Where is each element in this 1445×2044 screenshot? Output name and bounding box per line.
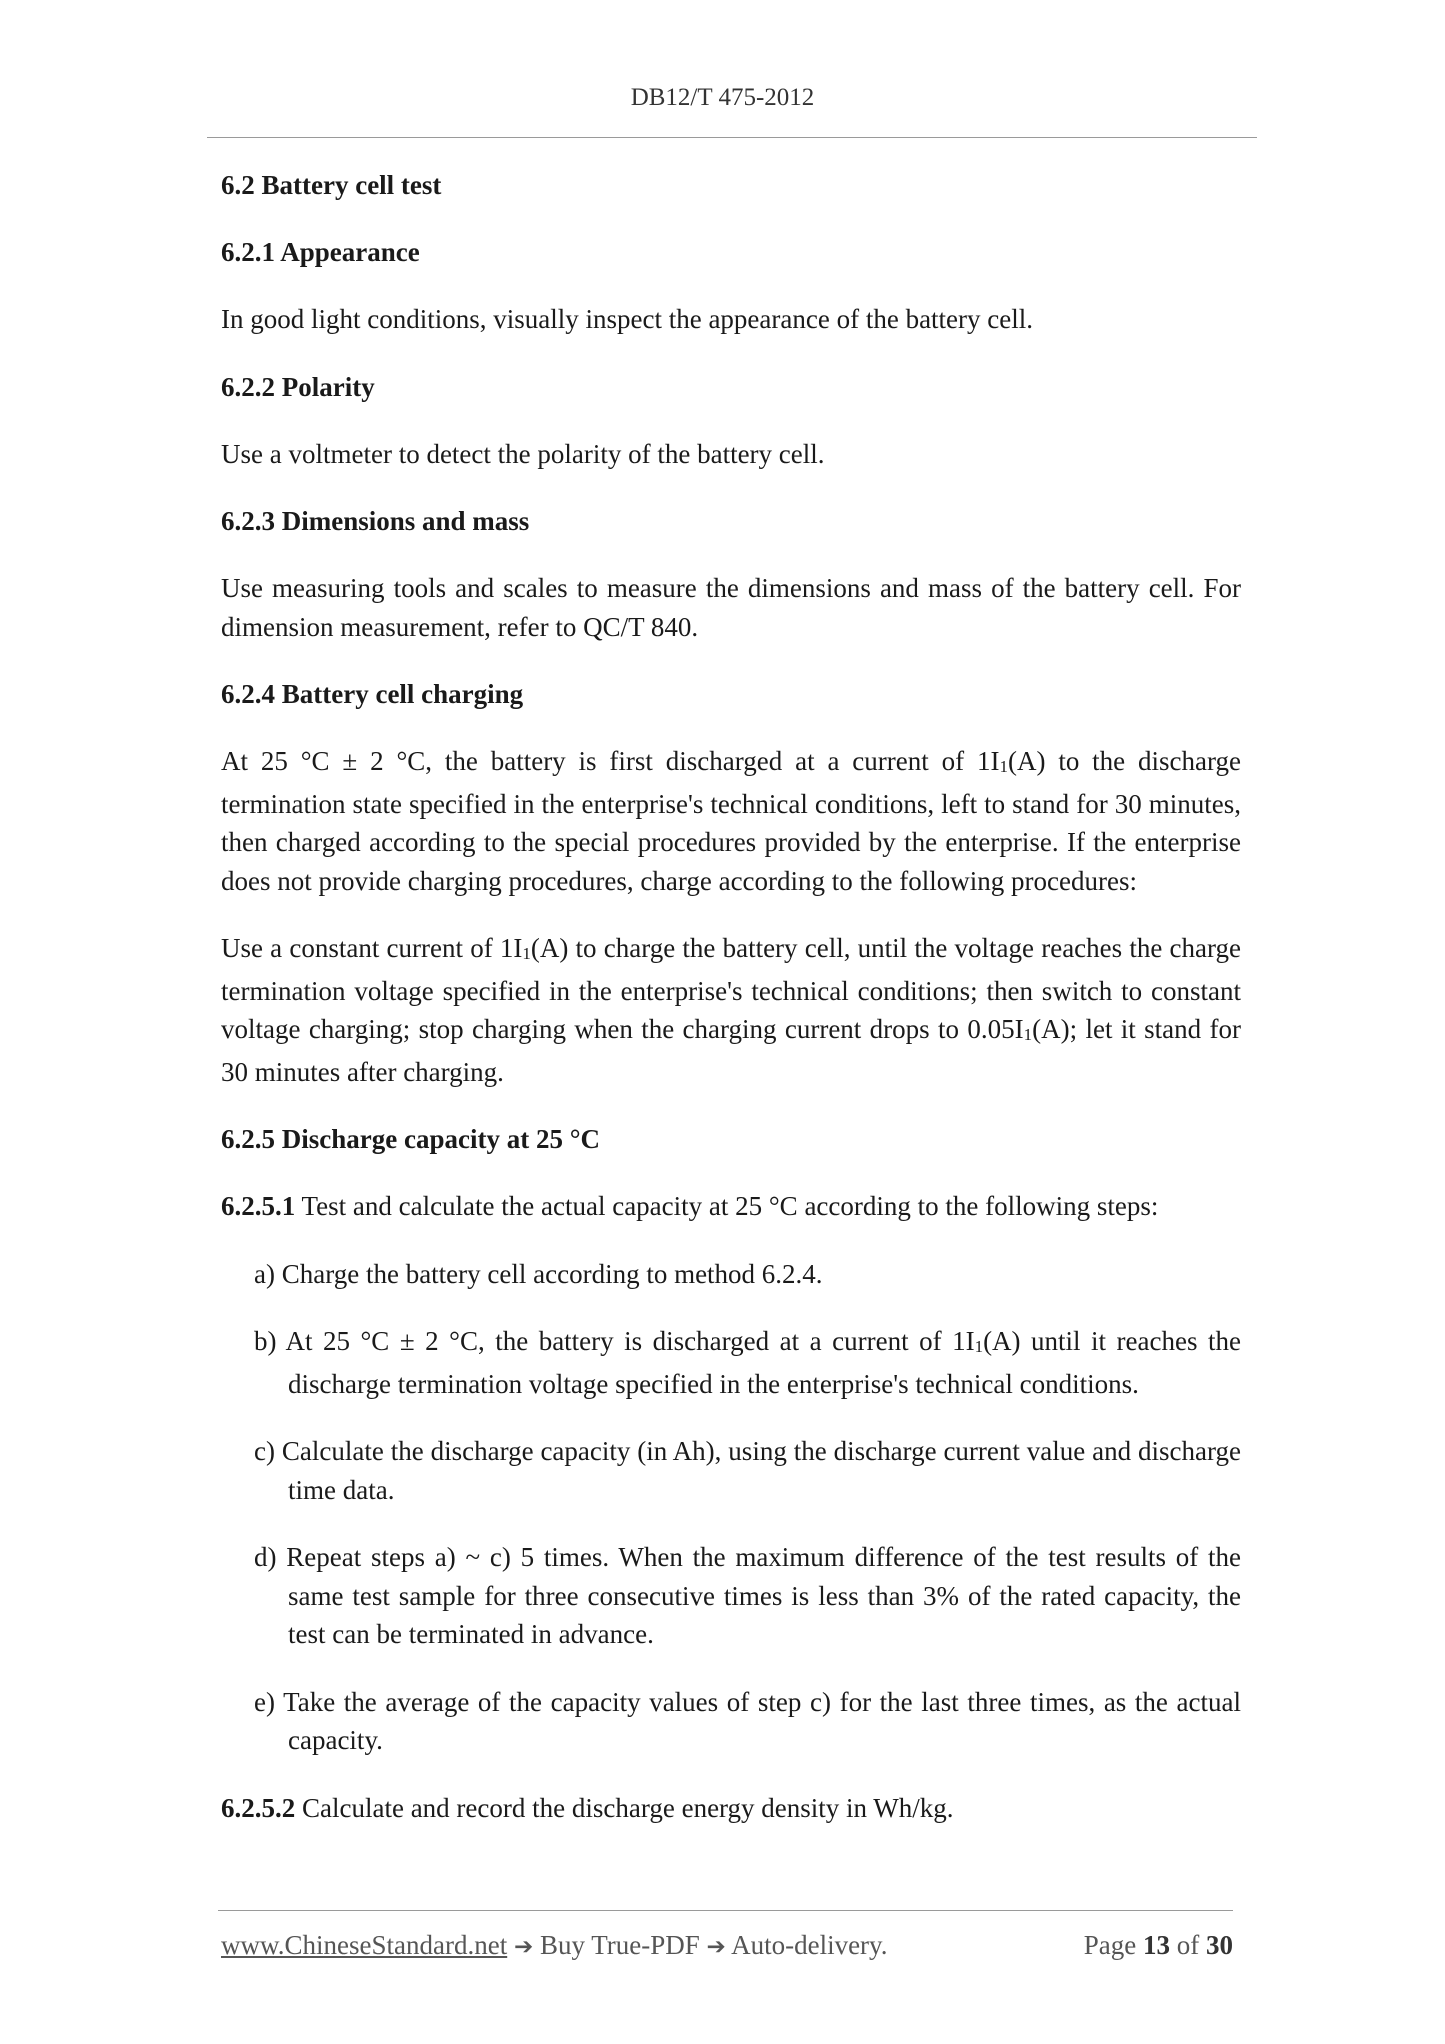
text-run: Use a constant current of 1I <box>221 933 523 963</box>
paragraph-charging-2 <box>221 929 1241 1091</box>
paragraph-dimensions: Use measuring tools and scales to measure the dimensions and mass of the battery cell. For dimension measurement, refer to QC/T 840. <box>221 573 1241 642</box>
page-number: 13 <box>1143 1930 1170 1960</box>
text-run: Calculate and record the discharge energy density in Wh/kg. <box>295 1792 954 1823</box>
paragraph-appearance: In good light conditions, visually inspect the appearance of the battery cell. <box>221 304 1034 334</box>
list-item-a: a) Charge the battery cell according to method 6.2.4. <box>254 1258 823 1289</box>
footer-divider <box>218 1910 1233 1911</box>
header-divider <box>207 137 1257 138</box>
list-item-c: c) Calculate the discharge capacity (in Ah), using the discharge current value and discharge time data. <box>254 1436 1241 1505</box>
subscript: 1 <box>974 1337 984 1356</box>
page-content <box>221 166 1241 1856</box>
section-title-6-2-5: 6.2.5 Discharge capacity at 25 °C <box>221 1124 600 1154</box>
subscript: 1 <box>522 944 531 963</box>
paragraph-charging-1 <box>221 742 1241 900</box>
subscript: 1 <box>999 757 1008 776</box>
list-item-e: e) Take the average of the capacity values of step c) for the last three times, as the actual capacity. <box>254 1686 1241 1755</box>
arrow-right-icon: ➔ <box>706 1934 726 1960</box>
paragraph-polarity: Use a voltmeter to detect the polarity of the battery cell. <box>221 438 825 469</box>
site-link[interactable]: www.ChineseStandard.net <box>221 1930 508 1960</box>
paragraph-6-2-5-2 <box>221 1789 1241 1828</box>
clause-number: 6.2.5.2 <box>221 1792 296 1823</box>
page-indicator <box>1084 1930 1233 1961</box>
list-item-b <box>254 1322 1241 1403</box>
text-run: (A); let it stand for 30 minutes after charging. <box>221 1014 1241 1087</box>
paragraph-6-2-5-1 <box>221 1187 1241 1226</box>
text-run: At 25 °C ± 2 °C, the battery is first discharged at a current of 1I <box>221 746 1000 776</box>
section-title-6-2-4: 6.2.4 Battery cell charging <box>221 679 524 709</box>
text-run: (A) to the discharge termination state specified in the enterprise's technical conditions, left to stand for 30 minutes, then charged according to the special procedures provided by the enterprise. If the enterprise does not provide charging procedures, charge according to the following procedures: <box>221 746 1241 896</box>
text-run: (A) to charge the battery cell, until the voltage reaches the charge termination voltage specified in the enterprise's technical conditions; then switch to constant voltage charging; stop charging when the charging current drops to 0.05I <box>221 933 1241 1044</box>
subscript: 1 <box>1023 1025 1033 1044</box>
text-run: b) At 25 °C ± 2 °C, the battery is discharged at a current of 1I <box>254 1326 975 1356</box>
section-title-6-2-1: 6.2.1 Appearance <box>221 237 420 267</box>
page-total: 30 <box>1206 1930 1233 1960</box>
document-id-header: DB12/T 475-2012 <box>630 84 815 111</box>
clause-number: 6.2.5.1 <box>221 1191 296 1221</box>
arrow-right-icon: ➔ <box>513 1934 534 1960</box>
list-item-d: d) Repeat steps a) ~ c) 5 times. When the maximum difference of the test results of the same test sample for three consecutive times is less than 3% of the rated capacity, the test can be terminated in advance. <box>254 1542 1241 1649</box>
delivery-text: Auto-delivery. <box>725 1930 888 1960</box>
section-title-6-2-2: 6.2.2 Polarity <box>221 371 375 402</box>
buy-text: Buy True-PDF <box>533 1930 707 1960</box>
section-title-6-2-3: 6.2.3 Dimensions and mass <box>221 506 530 536</box>
of-label: of <box>1176 1930 1200 1960</box>
page-label: Page <box>1083 1930 1137 1960</box>
footer-promo <box>221 1930 888 1961</box>
text-run: (A) until it reaches the discharge termination voltage specified in the enterprise's technical conditions. <box>288 1326 1241 1399</box>
text-run: Test and calculate the actual capacity at 25 °C according to the following steps: <box>295 1191 1159 1221</box>
section-title-6-2: 6.2 Battery cell test <box>221 170 442 200</box>
